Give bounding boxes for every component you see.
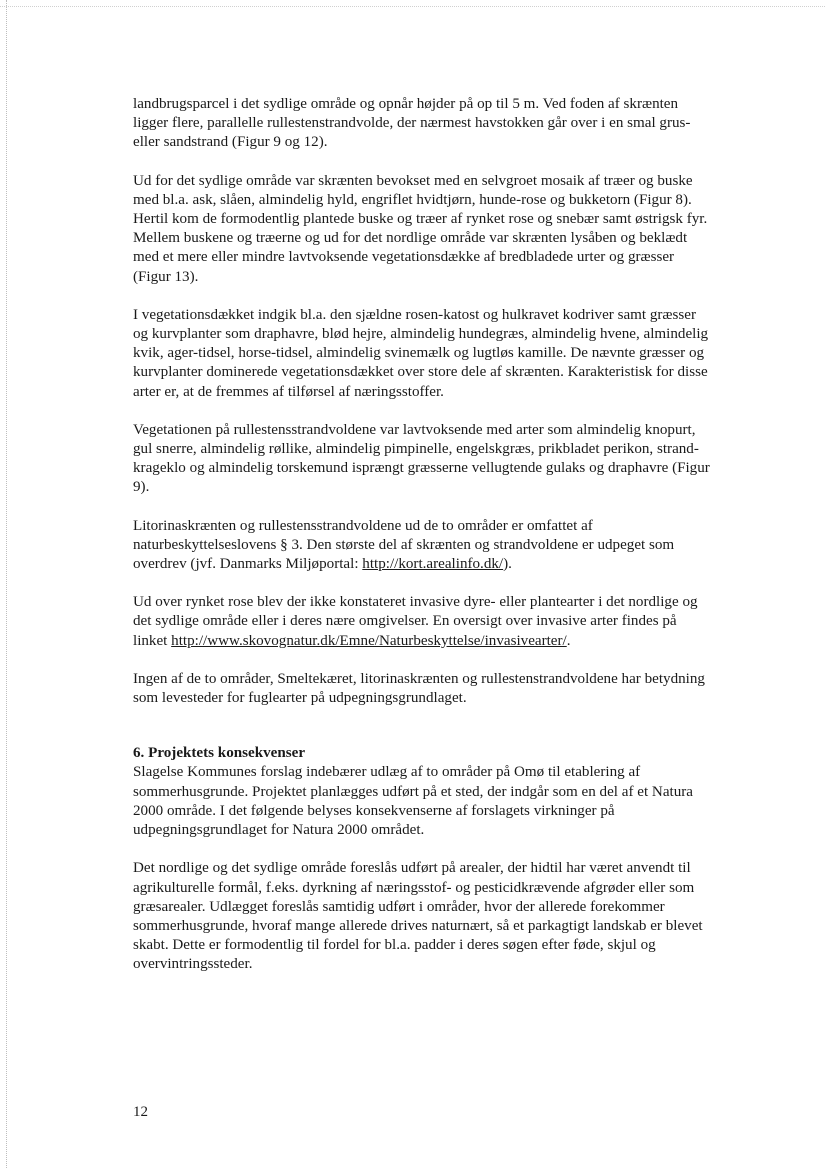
section-heading: 6. Projektets konsekvenser: [133, 745, 306, 762]
page-content: [133, 95, 713, 994]
paragraph-5-text: Litorinaskrænten og rullestensstrandvoldene ud de to områder er omfattet af naturbeskyttelseslovens § 3. Den største del af skrænten og strandvoldene er udpeget som overdrev (jvf. Danmarks Miljøportal:: [133, 517, 675, 573]
paragraph-1: landbrugsparcel i det sydlige område og opnår højder på op til 5 m. Ved foden af skrænten ligger flere, parallelle rullestenstrandvolde, der nærmest havstokken går over i en smal grus- eller sandstrand (Figur 9 og 12).: [133, 96, 691, 151]
section-spacer: [133, 727, 713, 744]
paragraph-7: Ingen af de to områder, Smeltekæret, litorinaskrænten og rullestenstrandvoldene har betydning som levesteder for fuglearter på udpegningsgrundlaget.: [133, 670, 705, 707]
paragraph-6-text: Ud over rynket rose blev der ikke konstateret invasive dyre- eller plantearter i det nordlige og det sydlige område eller i deres nære omgivelser. En oversigt over invasive arter findes på linket: [133, 594, 698, 649]
paragraph-6-end: .: [566, 632, 571, 649]
paragraph-2: Ud for det sydlige område var skrænten bevokset med en selvgroet mosaik af træer og buske med bl.a. ask, slåen, almindelig hyld, engriflet hvidtjørn, hunde-rose og bukketorn (Figur 8). Hertil kom de formodentlig plantede buske og træer af rynket rose og snebær samt østrigsk fyr. Mellem buskene og træerne og ud for det nordlige område var skrænten lysåben og beklædt med et mere eller mindre lavtvoksende vegetationsdække af bredbladede urter og græsser (Figur 13).: [133, 172, 708, 285]
section-paragraph-2: Det nordlige og det sydlige område foreslås udført på arealer, der hidtil har været anvendt til agrikulturelle formål, f.eks. dyrkning af næringsstof- og pesticidkrævende afgrøder eller som græsarealer. Udlægget foreslås samtidig udført i områder, hvor der allerede forekommer sommerhusgrunde, hvoraf mange allerede drives naturnært, så et parkagtigt landskab er blevet skabt. Dette er formodentlig til fordel for bl.a. padder i deres søgen efter føde, skjul og overvintringssteder.: [133, 860, 703, 973]
scan-border-top: [0, 6, 825, 7]
page-number: 12: [133, 1104, 148, 1120]
paragraph-5: [133, 517, 713, 575]
scan-border-left: [6, 0, 7, 1168]
paragraph-5-end: ).: [503, 556, 512, 573]
invasive-species-link[interactable]: http://www.skovognatur.dk/Emne/Naturbeskyttelse/invasivearter/: [171, 632, 567, 649]
paragraph-6: [133, 593, 713, 651]
paragraph-4: Vegetationen på rullestensstrandvoldene var lavtvoksende med arter som almindelig knopurt, gul snerre, almindelig røllike, almindelig pimpinelle, engelskgræs, prikbladet perikon, strand-krageklo og almindelig torskemund isprængt græsserne vellugtende gulaks og draphavre (Figur 9).: [133, 421, 710, 496]
paragraph-3: I vegetationsdækket indgik bl.a. den sjældne rosen-katost og hulkravet kodriver samt græsser og kurvplanter som draphavre, blød hejre, almindelig hundegræs, almindelig hvene, almindelig kvik, ager-tidsel, horse-tidsel, almindelig svinemælk og lugtløs kamille. De nævnte græsser og kurvplanter dominerede vegetationsdækket over store dele af skrænten. Karakteristisk for disse arter er, at de fremmes af tilførsel af næringsstoffer.: [133, 306, 709, 400]
section-paragraph-1: Slagelse Kommunes forslag indebærer udlæg af to områder på Omø til etablering af sommerhusgrunde. Projektet planlægges udført på et sted, der indgår som en del af et Natura 2000 område. I det følgende belyses konsekvenserne af forslagets virkninger på udpegningsgrundlaget for Natura 2000 området.: [133, 764, 693, 839]
miljoportal-link[interactable]: http://kort.arealinfo.dk/: [362, 556, 504, 573]
